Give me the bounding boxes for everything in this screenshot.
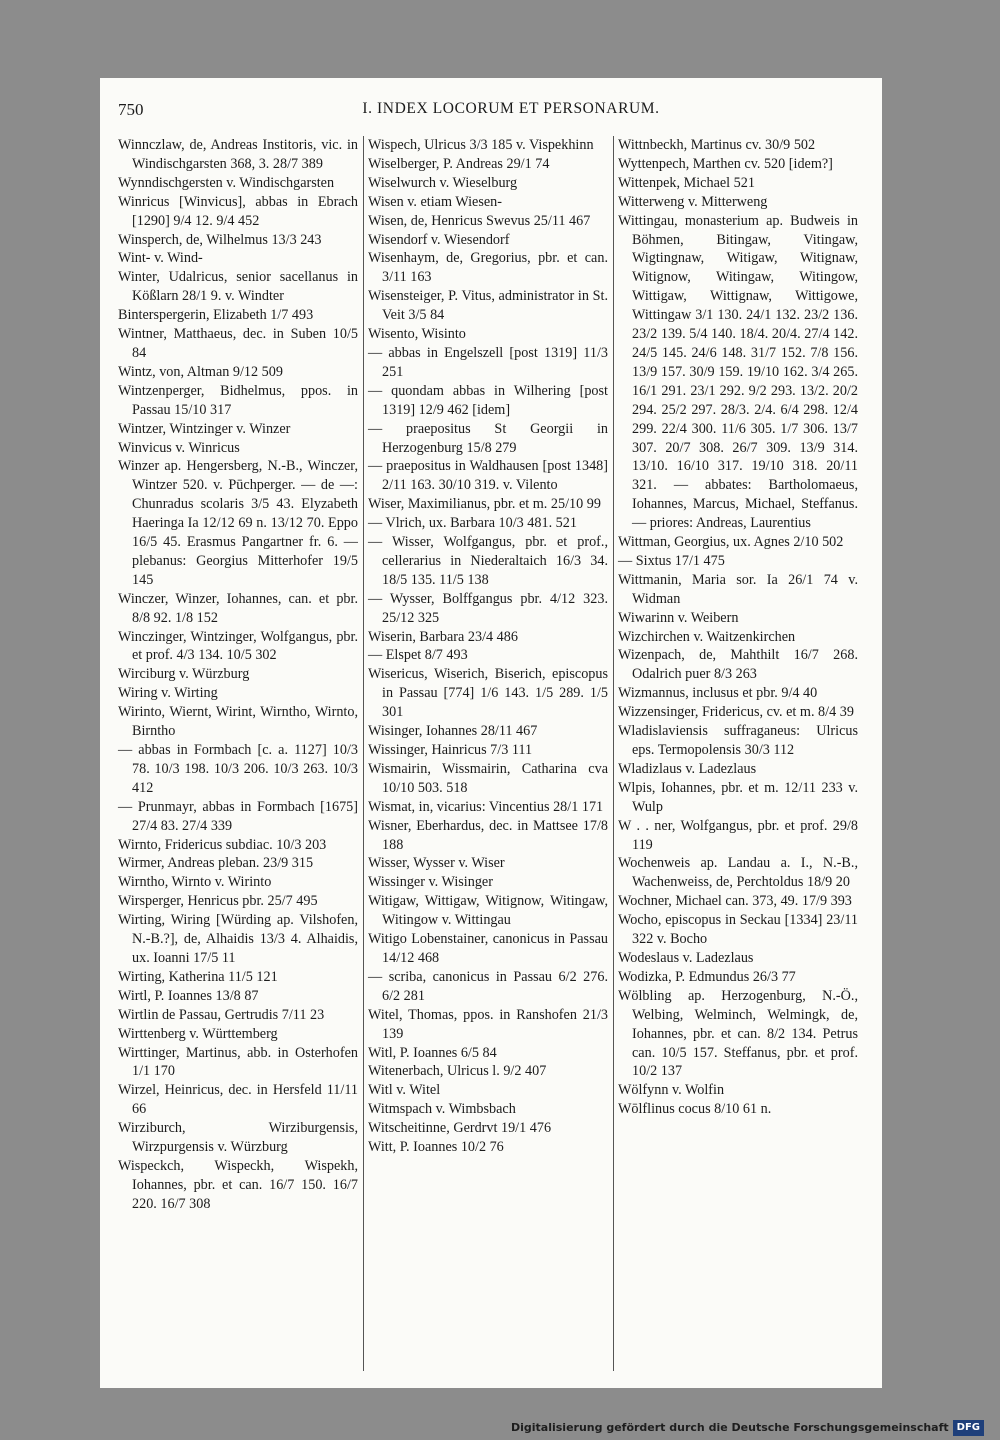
index-entry: Wocho, episcopus in Seckau [1334] 23/11 322 v. Bocho <box>618 912 858 948</box>
index-entry: Wodeslaus v. Ladezlaus <box>618 949 754 966</box>
index-entry: Winczer, Winzer, Iohannes, can. et pbr. 8/8 92. 1/8 152 <box>118 590 358 626</box>
index-entry: Wirziburch, Wirziburgensis, Wirzpurgensis v. Würzburg <box>118 1120 358 1156</box>
index-entry: — Elspet 8/7 493 <box>368 647 468 664</box>
index-entry: Wirttenberg v. Württemberg <box>118 1025 278 1042</box>
document-page <box>100 78 882 1388</box>
index-entry: Wirtlin de Passau, Gertrudis 7/11 23 <box>118 1006 325 1023</box>
column-divider <box>363 136 364 1371</box>
index-entry: Wizenpach, de, Mahthilt 16/7 268. Odalrich puer 8/3 263 <box>618 647 858 683</box>
index-entry: Wisenhaym, de, Gregorius, pbr. et can. 3/11 163 <box>368 250 608 286</box>
index-entry: Witigaw, Wittigaw, Witignow, Witingaw, Witingow v. Wittingau <box>368 893 608 929</box>
index-entry: Wisser, Wysser v. Wiser <box>368 855 505 872</box>
index-entry: — Wisser, Wolfgangus, pbr. et prof., cellerarius in Niederaltaich 16/3 34. 18/5 135. 11/5 138 <box>368 534 608 588</box>
page-number: 750 <box>118 100 144 119</box>
index-entry: Wirmer, Andreas pleban. 23/9 315 <box>118 855 314 872</box>
dfg-logo: DFG <box>953 1420 984 1436</box>
index-entry: — quondam abbas in Wilhering [post 1319] 12/9 462 [idem] <box>368 382 608 418</box>
index-entry: Wyttenpech, Marthen cv. 520 [idem?] <box>618 155 833 172</box>
index-entry: Witmspach v. Wimbsbach <box>368 1101 516 1118</box>
index-entry: Wirttinger, Martinus, abb. in Osterhofen 1/1 170 <box>118 1044 358 1080</box>
index-entry: — Vlrich, ux. Barbara 10/3 481. 521 <box>368 515 577 532</box>
index-entry: Wirnto, Fridericus subdiac. 10/3 203 <box>118 836 327 853</box>
index-entry: Wodizka, P. Edmundus 26/3 77 <box>618 968 796 985</box>
index-entry: Winvicus v. Winricus <box>118 439 240 456</box>
index-entry: Winricus [Winvicus], abbas in Ebrach [1290] 9/4 12. 9/4 452 <box>118 193 358 229</box>
index-entry: Wismairin, Wissmairin, Catharina cva 10/10 503. 518 <box>368 760 608 796</box>
index-entry: Wladizlaus v. Ladezlaus <box>618 760 757 777</box>
index-entry: Wittnbeckh, Martinus cv. 30/9 502 <box>618 137 816 153</box>
index-entry: — abbas in Formbach [c. a. 1127] 10/3 78. 10/3 198. 10/3 206. 10/3 263. 10/3 412 <box>118 742 358 796</box>
index-entry: Witl, P. Ioannes 6/5 84 <box>368 1044 497 1061</box>
index-entry: Wirzel, Heinricus, dec. in Hersfeld 11/11 66 <box>118 1082 358 1118</box>
index-entry: Wittenpek, Michael 521 <box>618 174 755 191</box>
index-entry: Winsperch, de, Wilhelmus 13/3 243 <box>118 231 322 248</box>
index-entry: Wiring v. Wirting <box>118 685 218 702</box>
index-entry: Witl v. Witel <box>368 1082 441 1099</box>
funding-notice: Digitalisierung gefördert durch die Deutsche Forschungsgemeinschaft <box>510 1421 949 1434</box>
index-entry: Wizzensinger, Fridericus, cv. et m. 8/4 39 <box>618 704 854 721</box>
index-entry: Wiselwurch v. Wieselburg <box>368 174 518 191</box>
index-entry: Wiselberger, P. Andreas 29/1 74 <box>368 155 550 172</box>
index-entry: Winter, Udalricus, senior sacellanus in Kößlarn 28/1 9. v. Windter <box>118 269 358 305</box>
index-entry: Witscheitinne, Gerdrvt 19/1 476 <box>368 1120 552 1137</box>
index-entry: Wittmanin, Maria sor. Ia 26/1 74 v. Widman <box>618 571 858 607</box>
index-entry: Witel, Thomas, ppos. in Ranshofen 21/3 139 <box>368 1006 608 1042</box>
index-entry: Wittman, Georgius, ux. Agnes 2/10 502 <box>618 534 844 551</box>
index-entry: — Wysser, Bolffgangus pbr. 4/12 323. 25/12 325 <box>368 590 608 626</box>
index-entry: Wisner, Eberhardus, dec. in Mattsee 17/8 188 <box>368 817 608 853</box>
index-columns <box>118 136 868 1376</box>
index-entry: Wisen, de, Henricus Swevus 25/11 467 <box>368 212 591 229</box>
index-entry: Wirsperger, Henricus pbr. 25/7 495 <box>118 893 318 910</box>
page-title: I. INDEX LOCORUM ET PERSONARUM. <box>362 100 660 117</box>
index-entry: W . . ner, Wolfgangus, pbr. et prof. 29/8 119 <box>618 817 858 853</box>
column-divider <box>613 136 614 1371</box>
index-entry: Wisinger, Iohannes 28/11 467 <box>368 723 538 740</box>
index-entry: — Prunmayr, abbas in Formbach [1675] 27/4 83. 27/4 339 <box>118 798 358 834</box>
index-entry: Wissinger, Hainricus 7/3 111 <box>368 742 533 758</box>
index-entry: — abbas in Engelszell [post 1319] 11/3 251 <box>368 344 608 380</box>
index-entry: Wisendorf v. Wiesendorf <box>368 231 510 248</box>
index-entry: Wirinto, Wiernt, Wirint, Wirnthо, Wirnto, Birntho <box>118 704 358 740</box>
index-entry: Wirtl, P. Ioannes 13/8 87 <box>118 987 259 1004</box>
footer-credit <box>511 1419 984 1436</box>
page-header <box>118 100 864 122</box>
index-entry: Wispech, Ulricus 3/3 185 v. Vispekhinn <box>368 137 594 153</box>
index-entry: Wisen v. etiam Wiesen- <box>368 193 502 210</box>
index-entry: Wint- v. Wind- <box>118 250 203 267</box>
index-entry: Wizchirchen v. Waitzenkirchen <box>618 628 796 645</box>
index-entry: Winnczlaw, de, Andreas Institoris, vic. in Windischgarsten 368, 3. 28/7 389 <box>118 137 358 172</box>
index-entry: Wintner, Matthaeus, dec. in Suben 10/5 84 <box>118 326 358 361</box>
index-entry: — praepositus St Georgii in Herzogenburg 15/8 279 <box>368 420 608 456</box>
index-entry: Wochenweis ap. Landau a. I., N.-B., Wachenweiss, de, Perchtoldus 18/9 20 <box>618 855 858 891</box>
index-entry: Wittingau, monasterium ap. Budweis in Böhmen, Bitingaw, Vitingaw, Wigtingnaw, Witigaw, Witignaw, Witignow, Witingaw, Witingow, Wittigaw, Wittignaw, Wittigowe, Wittingaw 3/1 130. 24/1 132. 23/2 136. 23/2 139. 5/4 140. 18/4. 20/4. 27/4 142. 24/5 145. 24/6 148. 31/7 152. 7/8 156. 13/9 157. 30/9 159. 19/10 162. 3/4 265. 16/1 291. 23/1 292. 9/2 293. 13/2. 20/2 294. 25/2 297. 28/3. 2/4. 6/4 298. 12/4 299. 22/4 300. 11/6 305. 1/7 306. 13/7 307. 20/7 308. 26/7 309. 13/9 314. 13/10. 16/10 317. 19/10 318. 20/11 321. — abbates: Bartholomaeus, Iohannes, Marcus, Michael, Steffanus. — priores: Andreas, Laurentius <box>618 212 858 532</box>
index-entry: Wispeckch, Wispeckh, Wispekh, Iohannes, pbr. et can. 16/7 150. 16/7 220. 16/7 308 <box>118 1157 358 1212</box>
index-entry: Witt, P. Ioannes 10/2 76 <box>368 1139 504 1156</box>
index-entry: Witterweng v. Mitterweng <box>618 193 768 210</box>
index-entry: Wirting, Katherina 11/5 121 <box>118 968 278 985</box>
index-column-3 <box>618 136 858 1119</box>
index-entry: Wirntho, Wirnto v. Wirinto <box>118 874 272 891</box>
index-entry: Wōlflinus cocus 8/10 61 n. <box>618 1101 772 1118</box>
index-entry: Wismat, in, vicarius: Vincentius 28/1 171 <box>368 798 604 815</box>
index-entry: Wirciburg v. Würzburg <box>118 666 250 683</box>
index-entry: Wladislaviensis suffraganeus: Ulricus eps. Termopolensis 30/3 112 <box>618 723 858 758</box>
index-entry: — Sixtus 17/1 475 <box>618 552 725 569</box>
index-entry: Wisericus, Wiserich, Biserich, episcopus in Passau [774] 1/6 143. 1/5 289. 1/5 301 <box>368 666 608 721</box>
index-entry: Wintz, von, Altman 9/12 509 <box>118 363 283 380</box>
index-entry: Wintzenperger, Bidhelmus, ppos. in Passau 15/10 317 <box>118 382 358 418</box>
index-entry: Wirting, Wiring [Würding ap. Vilshofen, N.-B.?], de, Alhaidis 13/3 4. Alhaidis, ux. Ioanni 17/5 11 <box>118 912 358 966</box>
index-entry: Winzer ap. Hengersberg, N.-B., Winczer, Wintzer 520. v. Pūchperger. — de —: Chunradus scolaris 3/5 43. Elyzabeth Haeringa Ia 12/12 69 n. 13/12 70. Eppo 16/5 45. Erasmus Pangartner fr. 6. — plebanus: Georgius Mitterhofer 19/5 145 <box>118 458 358 588</box>
index-entry: Wissinger v. Wisinger <box>368 874 493 891</box>
index-entry: Wiserin, Barbara 23/4 486 <box>368 628 518 645</box>
index-entry: Witigo Lobenstainer, canonicus in Passau 14/12 468 <box>368 931 608 966</box>
index-entry: Wlpis, Iohannes, pbr. et m. 12/11 233 v. Wulp <box>618 779 858 815</box>
index-entry: Wiwarinn v. Weibern <box>618 609 739 626</box>
index-entry: — scriba, canonicus in Passau 6/2 276. 6/2 281 <box>368 968 608 1004</box>
index-entry: Wizmannus, inclusus et pbr. 9/4 40 <box>618 685 818 702</box>
index-entry: Winczinger, Wintzinger, Wolfgangus, pbr. et prof. 4/3 134. 10/5 302 <box>118 628 358 664</box>
index-entry: Wochner, Michael can. 373, 49. 17/9 393 <box>618 893 852 910</box>
index-entry: Wölbling ap. Herzogenburg, N.-Ö., Welbing, Welminch, Welmingk, de, Iohannes, pbr. et can. 8/2 134. Petrus can. 10/5 157. Steffanus, pbr. et prof. 10/2 137 <box>618 987 858 1080</box>
index-column-1 <box>118 136 358 1214</box>
index-entry: Wynndischgersten v. Windischgarsten <box>118 174 335 191</box>
index-entry: Binterspergerin, Elizabeth 1/7 493 <box>118 307 314 324</box>
index-entry: Wölfynn v. Wolfin <box>618 1082 725 1099</box>
index-entry: — praepositus in Waldhausen [post 1348] 2/11 163. 30/10 319. v. Vilento <box>368 458 608 494</box>
index-entry: Wisensteiger, P. Vitus, administrator in St. Veit 3/5 84 <box>368 288 608 324</box>
index-entry: Wiser, Maximilianus, pbr. et m. 25/10 99 <box>368 496 601 513</box>
index-column-2 <box>368 136 608 1157</box>
index-entry: Witenerbach, Ulricus l. 9/2 407 <box>368 1063 547 1080</box>
index-entry: Wisento, Wisinto <box>368 326 466 343</box>
index-entry: Wintzer, Wintzinger v. Winzer <box>118 420 291 437</box>
